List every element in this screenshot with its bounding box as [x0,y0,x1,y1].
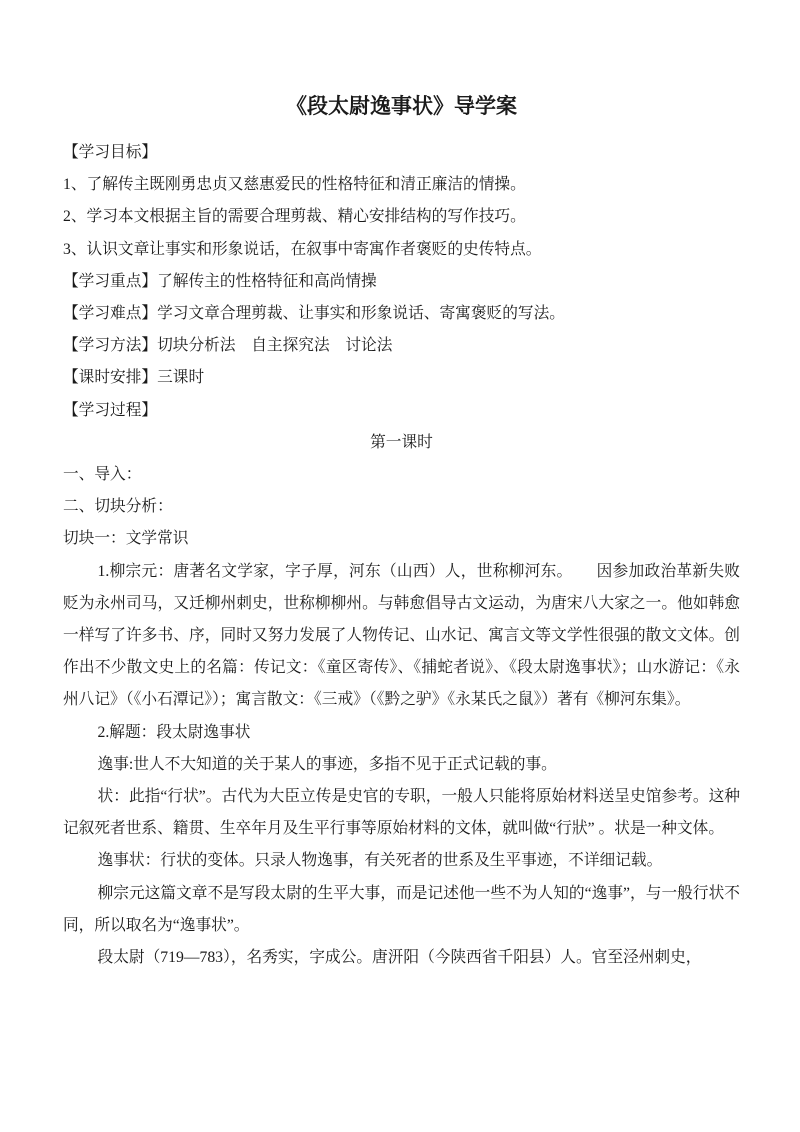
heading-study-process: 【学习过程】 [63,401,158,419]
line-key-point: 【学习重点】了解传主的性格特征和高尚情操 [63,272,377,290]
objective-2: 2、学习本文根据主旨的需要合理剪裁、精心安排结构的写作技巧。 [63,208,526,226]
para-duan-taiwei-bio: 段太尉（719—783），名秀实，字成公。唐汧阳（今陕西省千阳县）人。官至泾州刺史， [97,949,702,967]
line-lead-in: 一、导入： [63,466,142,484]
para-liu-zongyuan-intro: 1.柳宗元：唐著名文学家，字子厚，河东（山西）人，世称柳河东。 因参加政治革新失败贬为永州司马，又迁柳州刺史，世称柳柳州。与韩愈倡导古文运动，为唐宋八大家之一。他如韩愈一样写了许多书、序，同时又努力发展了人物传记、山水记、寓言文等文学性很强的散文文体。创作出不少散文史上的名篇：传记文：《童区寄传》、《捕蛇者说》、《段太尉逸事状》；山水游记：《永州八记》（《小石潭记》）；寓言散文：《三戒》（《黔之驴》《永某氏之鼠》）著有《柳河东集》。 [63,562,740,709]
objective-1: 1、了解传主既刚勇忠贞又慈惠爱民的性格特征和清正廉洁的情操。 [63,176,526,194]
para-yishi-definition: 逸事:世人不大知道的关于某人的事迹，多指不见于正式记载的事。 [97,755,557,773]
objective-3: 3、认识文章让事实和形象说话，在叙事中寄寓作者褒贬的史传特点。 [63,240,542,258]
para-article-naming: 柳宗元这篇文章不是写段太尉的生平大事，而是记述他一些不为人知的“逸事”，与一般行状不同，所以取名为“逸事状”。 [63,884,740,934]
para-yishizhuang-definition: 逸事状：行状的变体。只录人物逸事，有关死者的世系及生平事迹，不详细记载。 [97,852,663,870]
line-topic-explanation: 2.解题：段太尉逸事状 [97,723,251,741]
heading-lesson-1: 第一课时 [370,433,433,451]
para-zhuang-definition: 状：此指“行状”。古代为大臣立传是史官的专职，一般人只能将原始材料送呈史馆参考。这种记叙死者世系、籍贯、生卒年月及生平行事等原始材料的文体，就叫做“行狀” 。状是一种文体。 [63,788,740,838]
line-study-method: 【学习方法】切块分析法 自主探究法 讨论法 [63,337,393,355]
heading-learning-objectives: 【学习目标】 [63,144,158,161]
line-block-analysis: 二、切块分析： [63,498,173,516]
line-difficult-point: 【学习难点】学习文章合理剪裁、让事实和形象说话、寄寓褒贬的写法。 [63,305,565,323]
line-class-schedule: 【课时安排】三课时 [63,369,205,387]
document-title: 《段太尉逸事状》导学案 [286,94,517,118]
heading-block-1-literary-knowledge: 切块一：文学常识 [63,530,189,548]
